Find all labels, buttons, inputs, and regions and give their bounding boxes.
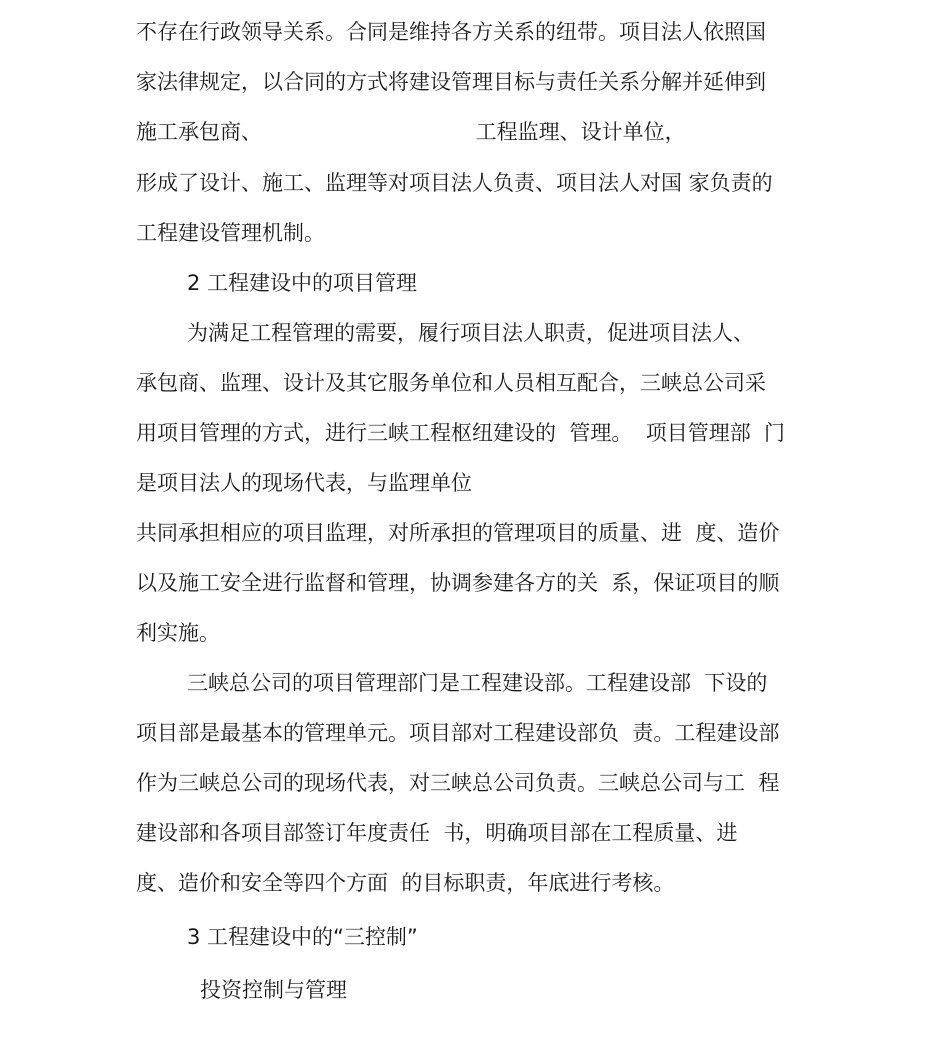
paragraph-line: 形成了设计、施工、监理等对项目法人负责、项目法人对国 家负责的 <box>136 171 773 195</box>
paragraph-line: 为满足工程管理的需要，履行项目法人职责，促进项目法人、 <box>187 321 754 345</box>
paragraph-line: 度、造价和安全等四个方面 的目标职责，年底进行考核。 <box>136 871 675 895</box>
paragraph-line: 施工承包商、 工程监理、设计单位， <box>136 120 686 144</box>
section-heading: 3 工程建设中的“三控制” <box>187 925 418 949</box>
section-heading: 2 工程建设中的项目管理 <box>187 271 418 295</box>
paragraph-line: 建设部和各项目部签订年度责任 书，明确项目部在工程质量、进 <box>136 821 738 845</box>
paragraph-line: 不存在行政领导关系。合同是维持各方关系的纽带。项目法人依照国 <box>136 20 766 44</box>
paragraph-line: 作为三峡总公司的现场代表，对三峡总公司负责。三峡总公司与工 程 <box>136 771 780 795</box>
paragraph-line: 是项目法人的现场代表，与监理单位 <box>136 471 472 495</box>
paragraph-line: 项目部是最基本的管理单元。项目部对工程建设部负 责。工程建设部 <box>136 721 780 745</box>
paragraph-line: 三峡总公司的项目管理部门是工程建设部。工程建设部 下设的 <box>187 671 768 695</box>
paragraph-line: 以及施工安全进行监督和管理，协调参建各方的关 系，保证项目的顺 <box>136 571 780 595</box>
paragraph-line: 共同承担相应的项目监理，对所承担的管理项目的质量、进 度、造价 <box>136 521 780 545</box>
paragraph-line: 用项目管理的方式，进行三峡工程枢纽建设的 管理。 项目管理部 门 <box>136 421 786 445</box>
paragraph-line: 工程建设管理机制。 <box>136 221 325 245</box>
paragraph-line: 家法律规定，以合同的方式将建设管理目标与责任关系分解并延伸到 <box>136 70 766 94</box>
subsection-heading: 投资控制与管理 <box>200 978 347 1002</box>
paragraph-line: 承包商、监理、设计及其它服务单位和人员相互配合，三峡总公司采 <box>136 371 766 395</box>
paragraph-line: 利实施。 <box>136 621 220 645</box>
